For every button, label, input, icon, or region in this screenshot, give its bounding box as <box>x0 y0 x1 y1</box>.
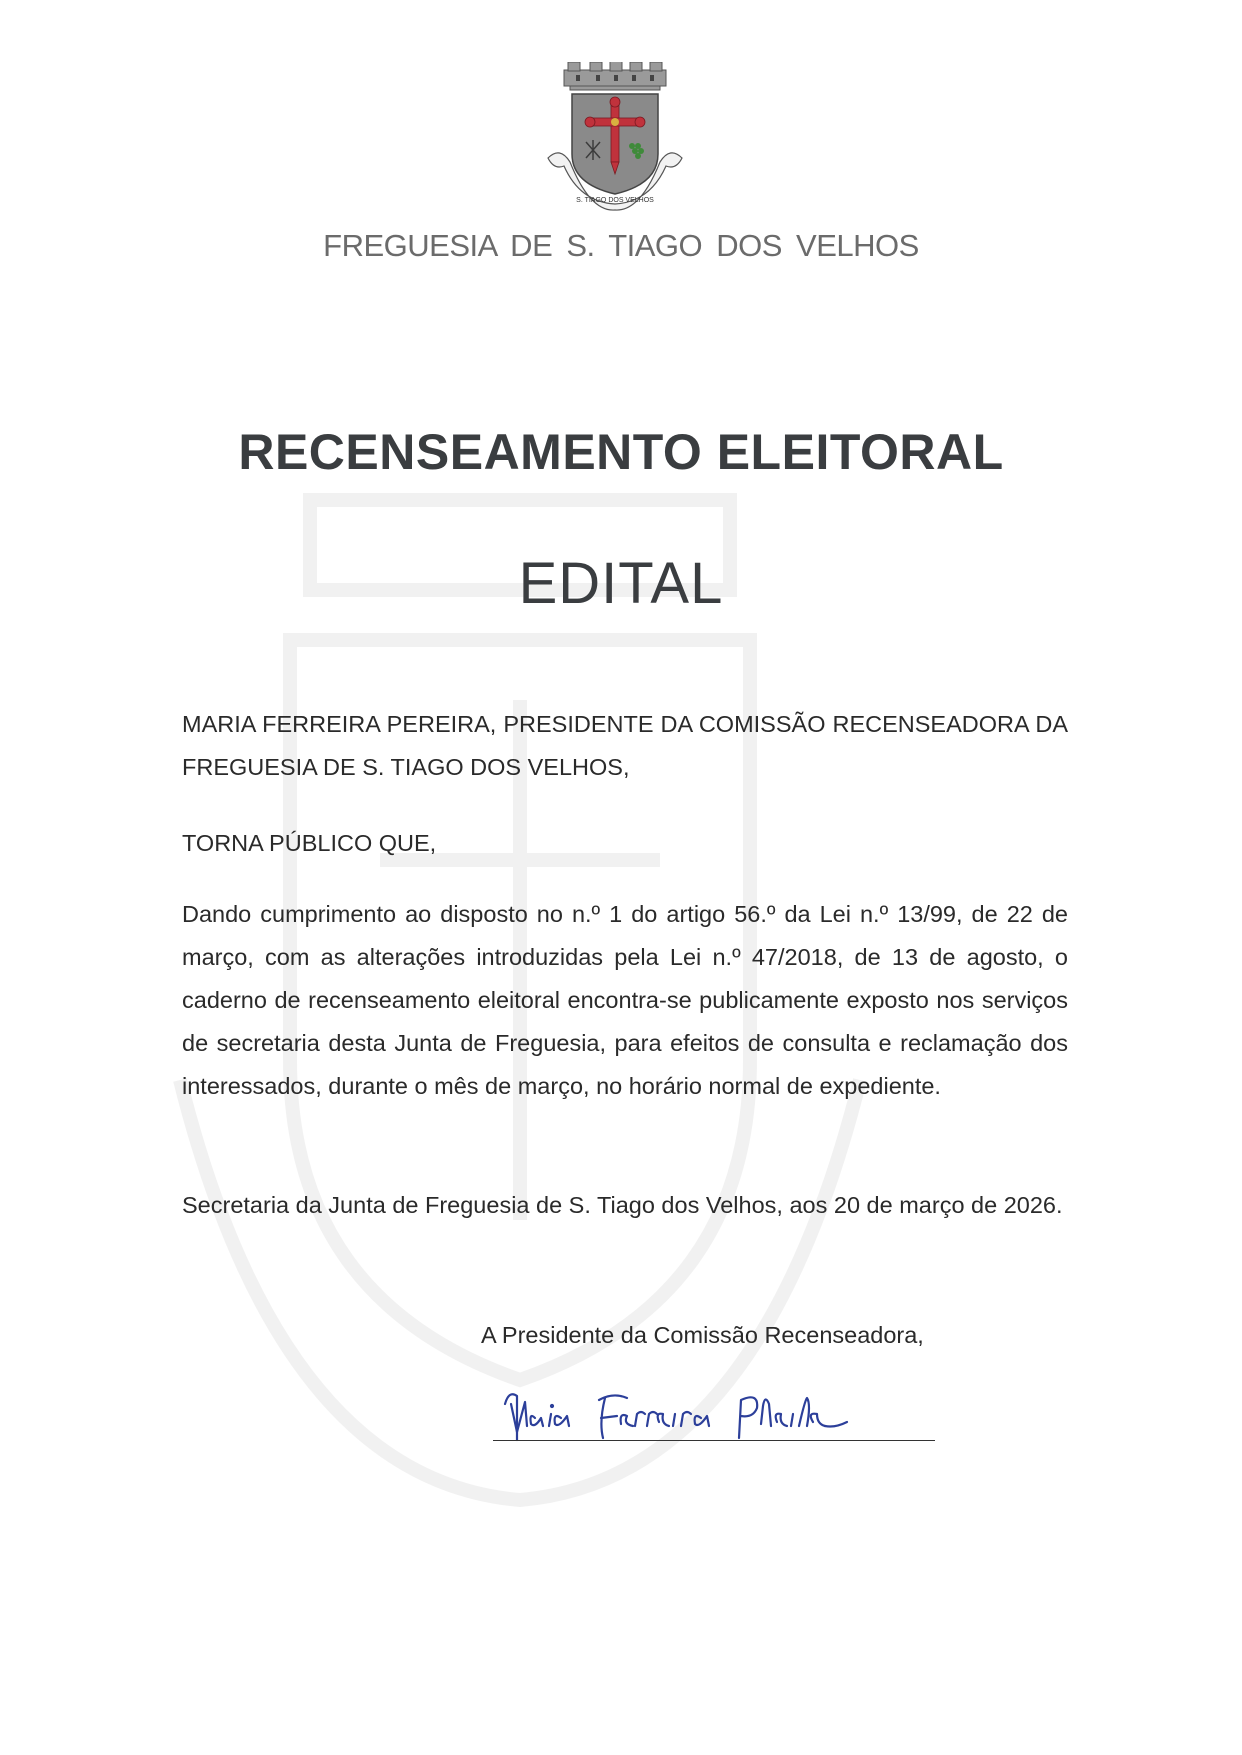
coat-of-arms <box>540 62 690 212</box>
document-subtitle: EDITAL <box>518 551 724 616</box>
announcement-line: TORNA PÚBLICO QUE, <box>182 830 437 856</box>
main-paragraph: Dando cumprimento ao disposto no n.º 1 do artigo 56.º da Lei n.º 13/99, de 22 de março, com as alterações introduzidas pela Lei n.º 47/2018, de 13 de agosto, o caderno de recenseamento eleitoral encontra-se publicamente exposto nos serviços de secretaria desta Junta de Freguesia, para efeitos de consulta e reclamação dos interessados, durante o mês de março, no horário normal de expediente. <box>182 901 1068 1099</box>
document-title: RECENSEAMENTO ELEITORAL <box>238 424 1004 480</box>
signature-label: A Presidente da Comissão Recenseadora, <box>481 1322 924 1348</box>
signature-line <box>493 1440 935 1441</box>
intro-paragraph: MARIA FERREIRA PEREIRA, PRESIDENTE DA COMISSÃO RECENSEADORA DA FREGUESIA DE S. TIAGO DOS VELHOS, <box>182 711 1068 780</box>
handwritten-signature <box>495 1382 915 1452</box>
crest-motto: S. TIAGO DOS VELHOS <box>576 197 654 204</box>
parish-name: FREGUESIA DE S. TIAGO DOS VELHOS <box>323 228 919 263</box>
place-date-paragraph: Secretaria da Junta de Freguesia de S. Tiago dos Velhos, aos 20 de março de 2026. <box>182 1192 1063 1218</box>
